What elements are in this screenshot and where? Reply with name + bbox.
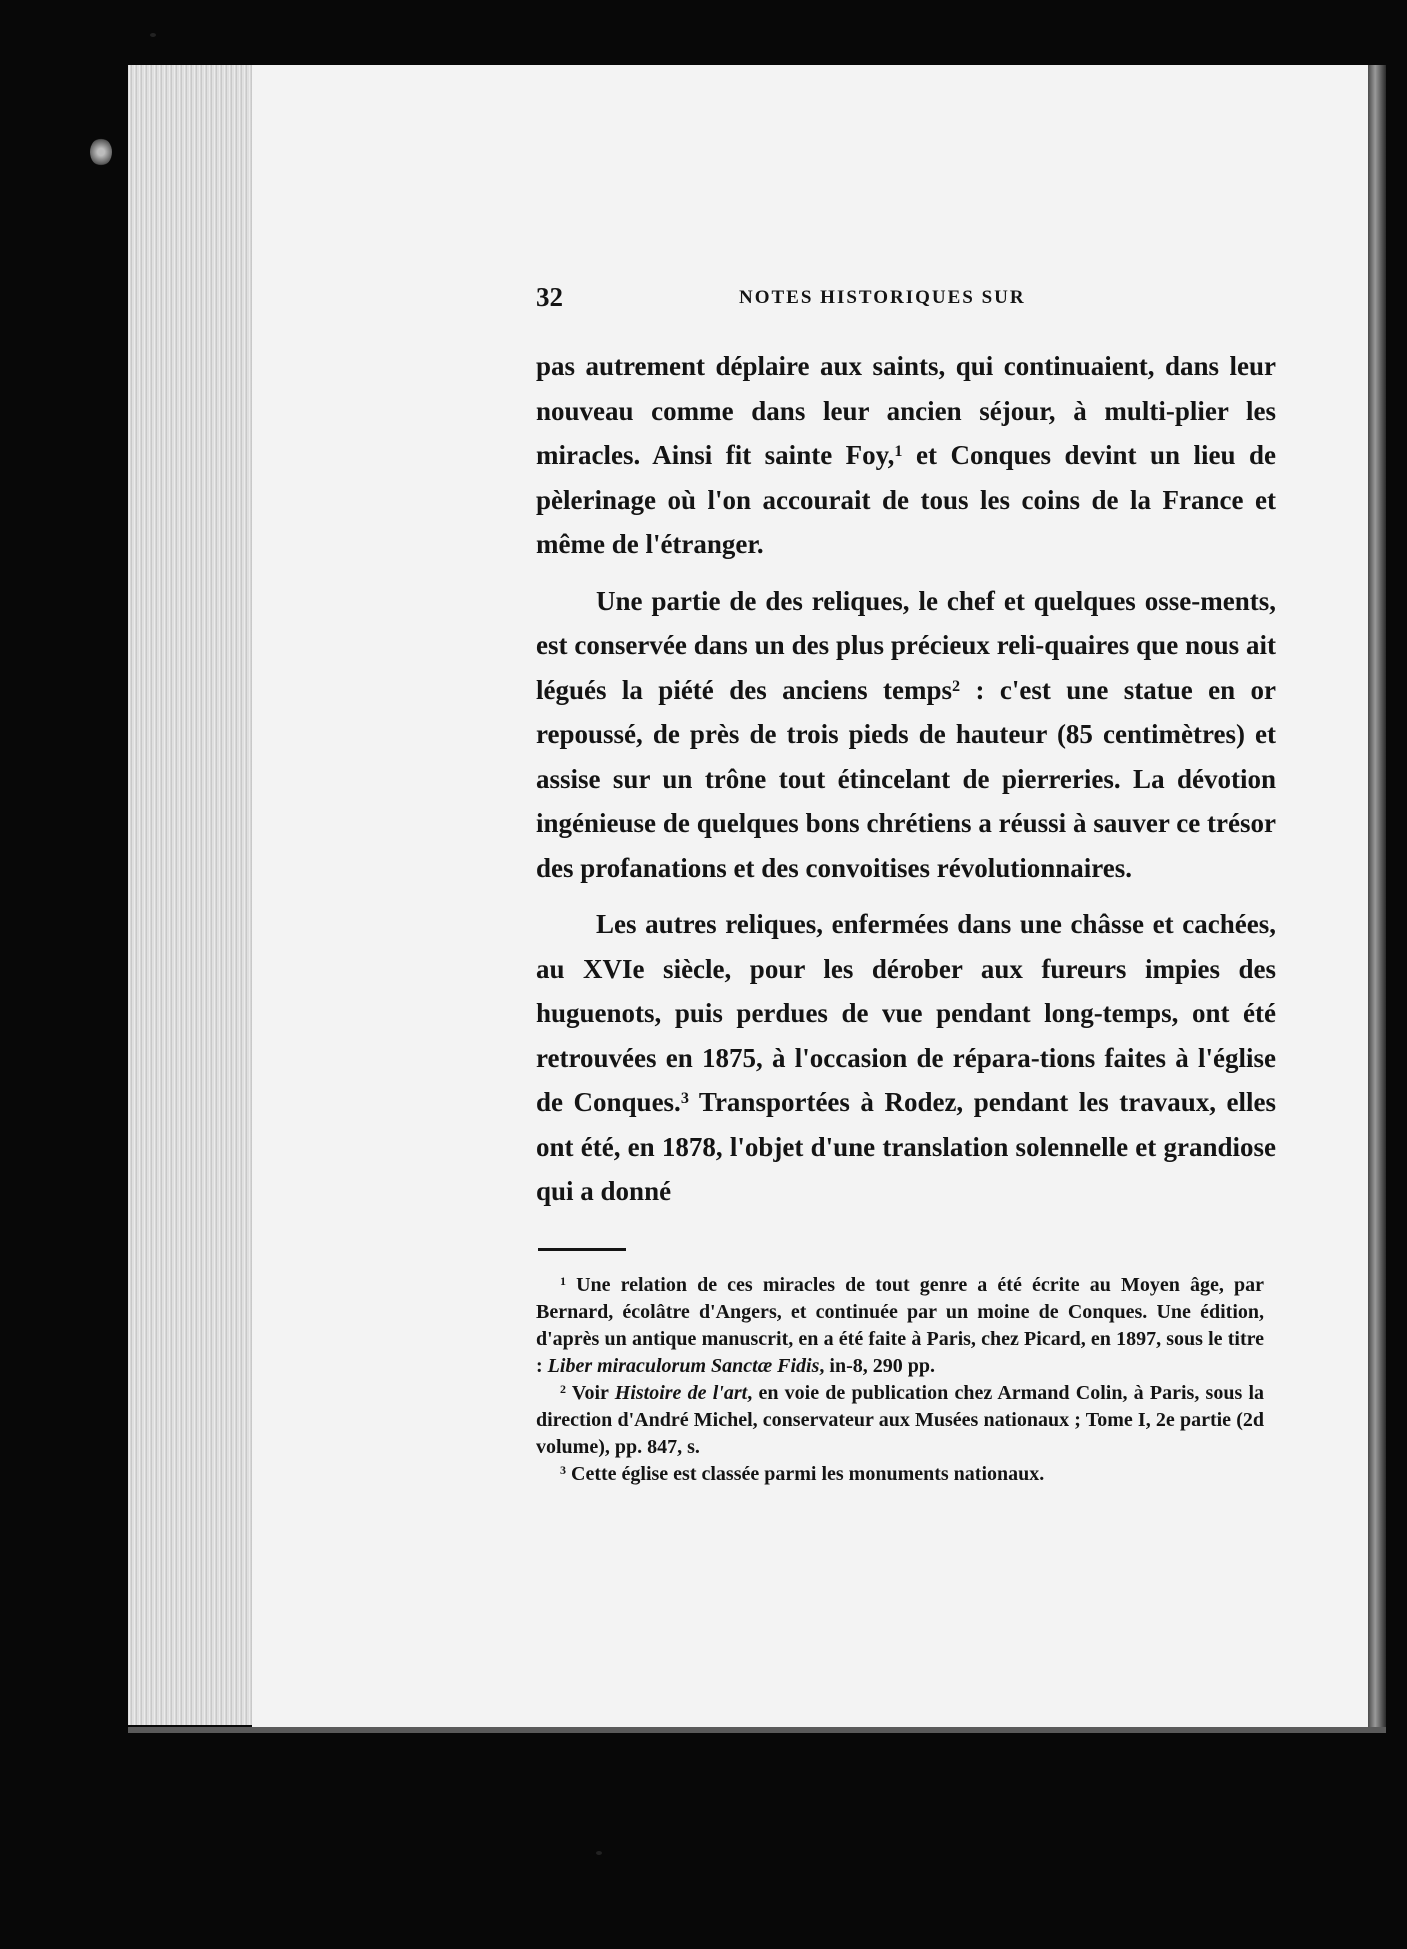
footnote-ref-1: 1 — [894, 441, 903, 460]
body-text — [536, 344, 1276, 1214]
scan-smudge — [90, 138, 112, 166]
footnote-ref-3: 3 — [680, 1088, 689, 1107]
footnote-text: Une relation de ces miracles de tout genre a été écrite au Moyen âge, par Bernard, écolâtre d'Angers, et continuée par un moine de Conques. Une édition, d'après un antique manuscrit, en a été faite à Paris, chez Picard, en 1897, sous le titre : — [536, 1274, 1264, 1377]
scan-speck — [596, 1851, 602, 1855]
footnote-ref-2: 2 — [952, 676, 961, 695]
page-stack-edge — [128, 65, 258, 1725]
page-right-edge — [1368, 65, 1386, 1727]
footnotes — [536, 1272, 1264, 1488]
footnote-1 — [536, 1272, 1264, 1380]
paragraph-1-text-end: et Conques devint un lieu de pèlerinage où l'on accourait de tous les coins de la France et même de l'étranger. — [536, 440, 1276, 559]
footnote-text-end: , en voie de publication chez Armand Colin, à Paris, sous la direction d'André Michel, conservateur aux Musées nationaux ; Tome I, 2e partie (2d volume), pp. 847, s. — [536, 1382, 1265, 1458]
footnote-text: Voir — [566, 1382, 615, 1404]
page-number: 32 — [536, 282, 563, 312]
paragraph-2-text-end: : c'est une statue en or repoussé, de près de trois pieds de hauteur (85 centimètres) et assise sur un trône tout étincelant de pierreries. La dévotion ingénieuse de quelques bons chrétiens a réussi à sauver ce trésor des profanations et des convoitises révolutionnaires. — [536, 674, 1276, 883]
page-bottom-shadow — [128, 1727, 1386, 1733]
footnote-2 — [536, 1380, 1264, 1461]
running-title: NOTES HISTORIQUES SUR — [739, 287, 1026, 308]
footnote-marker: 1 — [560, 1274, 566, 1288]
paragraph-3-text-end: Transportées à Rodez, pendant les travaux, elles ont été, en 1878, l'objet d'une translation solennelle et grandiose qui a donné — [536, 1087, 1276, 1206]
footnote-3 — [536, 1461, 1264, 1488]
footnote-marker: 2 — [560, 1382, 566, 1396]
paragraph-3 — [536, 902, 1276, 1214]
scan-speck — [150, 33, 156, 37]
paragraph-1-text: pas autrement déplaire aux saints, qui continuaient, dans leur nouveau comme dans leur ancien séjour, à multi-plier les miracles. Ainsi fit sainte Foy, — [536, 351, 1276, 470]
footnote-italic-title: Histoire de l'art — [614, 1382, 748, 1404]
footnote-text: Cette église est classée parmi les monuments nationaux. — [566, 1463, 1045, 1485]
footnote-text-end: , in-8, 290 pp. — [819, 1355, 935, 1377]
paragraph-1 — [536, 344, 1276, 567]
paragraph-3-text: Les autres reliques, enfermées dans une châsse et cachées, au XVIe siècle, pour les dérober aux fureurs impies des huguenots, puis perdues de vue pendant long-temps, ont été retrouvées en 1875, à l'occasion de répara-tions faites à l'église de Conques. — [536, 909, 1276, 1117]
paragraph-2 — [536, 579, 1276, 891]
footnote-rule — [538, 1248, 626, 1251]
running-head — [536, 282, 1276, 322]
paragraph-2-text: Une partie de des reliques, le chef et quelques osse-ments, est conservée dans un des plus précieux reli-quaires que nous ait légués la piété des anciens temps — [536, 585, 1276, 705]
footnote-italic-title: Liber miraculorum Sanctæ Fidis — [547, 1355, 820, 1377]
footnote-marker: 3 — [560, 1463, 566, 1477]
